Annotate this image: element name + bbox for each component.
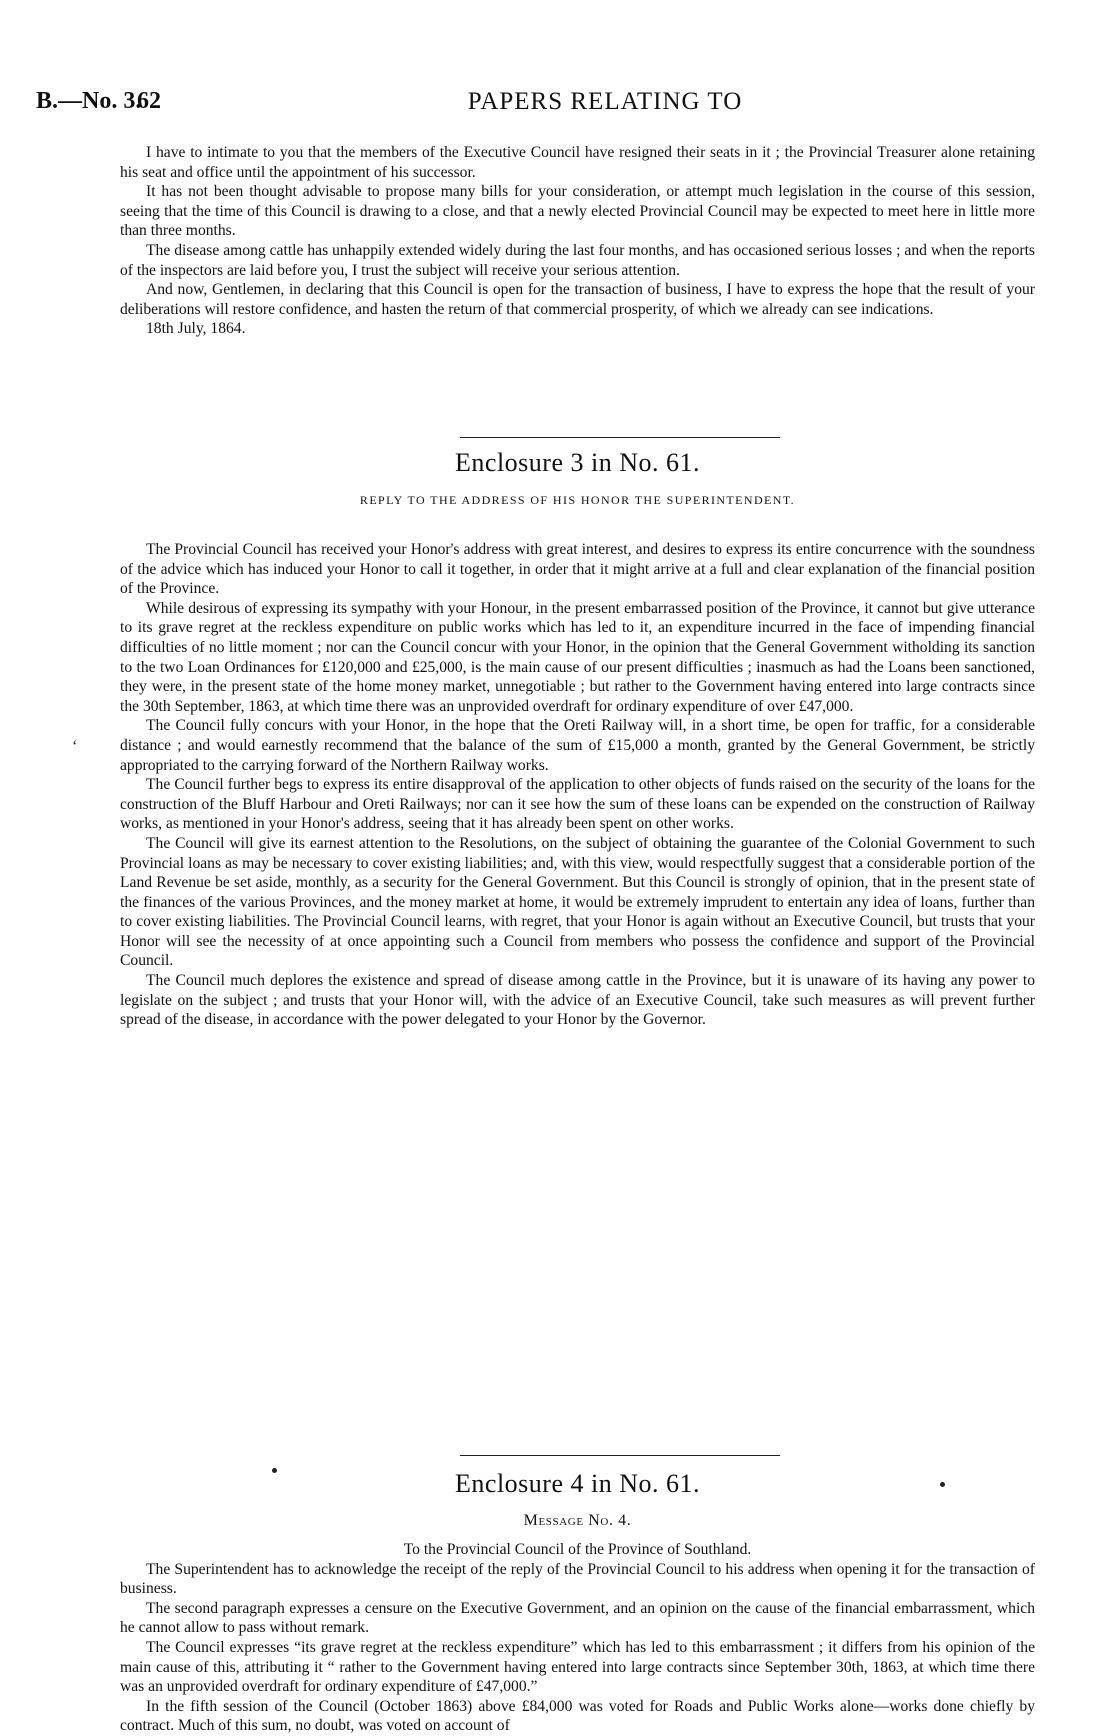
enclosure-4-heading: Enclosure 4 in No. 61. bbox=[455, 1469, 700, 1498]
opening-section bbox=[120, 143, 1035, 339]
enclosure-3-subheading: REPLY TO THE ADDRESS OF HIS HONOR THE SUPERINTENDENT. bbox=[359, 493, 796, 507]
paragraph: The Council fully concurs with your Honor, in the hope that the Oreti Railway will, in a short time, be open for traffic, for a considerable distance ; and would earnestly recommend that the balance of the sum of £15,000 a month, granted by the General Government, be strictly appropriated to the carrying forward of the Northern Railway works. bbox=[120, 717, 1035, 774]
section-divider bbox=[460, 437, 780, 438]
paragraph: And now, Gentlemen, in declaring that this Council is open for the transaction of business, I have to express the hope that the result of your deliberations will restore confidence, and hasten the return of that commercial prosperity, of which we already can see indications. bbox=[120, 281, 1035, 318]
margin-mark: ‘ bbox=[72, 738, 78, 755]
paragraph: It has not been thought advisable to propose many bills for your consideration, or attempt much legislation in the course of this session, seeing that the time of this Council is drawing to a close, and that a newly elected Provincial Council may be expected to meet here in little more than three months. bbox=[120, 183, 1035, 240]
paragraph: The second paragraph expresses a censure on the Executive Government, and an opinion on the cause of the financial embarrassment, which he cannot allow to pass without remark. bbox=[120, 1599, 1035, 1637]
paragraph: The disease among cattle has unhappily extended widely during the last four months, and has occasioned serious losses ; and when the reports of the inspectors are laid before you, I trust the subject will receive your serious attention. bbox=[120, 241, 1035, 279]
addressee-line: To the Provincial Council of the Province of Southland. bbox=[403, 1541, 752, 1558]
paragraph: The Council much deplores the existence and spread of disease among cattle in the Province, but it is unaware of its having any power to legislate on the subject ; and trusts that your Honor will, with the advice of an Executive Council, take such measures as will prevent further spread of the disease, in accordance with the power delegated to your Honor by the Governor. bbox=[120, 972, 1035, 1029]
paragraph: The Superintendent has to acknowledge the receipt of the reply of the Provincial Council to his address when opening it for the transaction of business. bbox=[120, 1560, 1035, 1598]
date-line: 18th July, 1864. bbox=[146, 320, 246, 338]
paragraph: The Council expresses “its grave regret at the reckless expenditure” which has led to this embarrassment ; it differs from his opinion of the main cause of this, attributing it “ rather to the Government having entered into large contracts since September 30th, 1863, at which time there was an unprovided overdraft for ordinary expenditure of £47,000.” bbox=[120, 1638, 1035, 1696]
enclosure-3-heading: Enclosure 3 in No. 61. bbox=[455, 448, 700, 477]
paragraph: The Council further begs to express its entire disapproval of the application to other objects of funds raised on the security of the loans for the construction of the Bluff Harbour and Oreti Railways; nor can it see how the sum of these loans can be expended on the construction of Railway works, as mentioned in your Honor's address, seeing that it has already been spent on other works. bbox=[120, 776, 1035, 833]
document-reference: B.—No. 3. bbox=[36, 88, 142, 114]
page-number: 62 bbox=[137, 88, 161, 114]
paragraph: The Provincial Council has received your Honor's address with great interest, and desires to express its entire concurrence with the soundness of the advice which has induced your Honor to call it together, in order that it might arrive at a full and clear explanation of the financial position of the Province. bbox=[120, 541, 1035, 598]
paragraph: In the fifth session of the Council (October 1863) above £84,000 was voted for Roads and Public Works alone—works done chiefly by contract. Much of this sum, no doubt, was voted on account of bbox=[120, 1697, 1035, 1735]
section-divider bbox=[460, 1455, 780, 1456]
running-title: PAPERS RELATING TO bbox=[467, 88, 743, 115]
paragraph: The Council will give its earnest attention to the Resolutions, on the subject of obtaining the guarantee of the Colonial Government to such Provincial loans as may be necessary to cover existing liabilities; and, with this view, would respectfully suggest that a considerable portion of the Land Revenue be set aside, monthly, as a security for the General Government. But this Council is strongly of opinion, that in the present state of the finances of the various Provinces, and the money market at home, it would be extremely imprudent to entertain any idea of loans, further than to cover existing liabilities. The Provincial Council learns, with regret, that your Honor is again without an Executive Council, but trusts that your Honor will see the necessity of at once appointing such a Council from members who possess the confidence and support of the Provincial Council. bbox=[120, 834, 1035, 970]
enclosure-4-subheading: Message No. 4. bbox=[523, 1512, 632, 1529]
enclosure-4-body bbox=[120, 1540, 1035, 1736]
paragraph: I have to intimate to you that the members of the Executive Council have resigned their seats in it ; the Provincial Treasurer alone retaining his seat and office until the appointment of his successor. bbox=[120, 144, 1035, 181]
enclosure-3-body bbox=[120, 540, 1035, 1030]
page-header bbox=[36, 88, 1054, 128]
paragraph: While desirous of expressing its sympathy with your Honour, in the present embarrassed position of the Province, it cannot but give utterance to its grave regret at the reckless expenditure on public works which has led to it, an expenditure incurred in the face of impending financial difficulties of no little moment ; nor can the Council concur with your Honor, in the opinion that the General Government witholding its sanction to the two Loan Ordinances for £120,000 and £25,000, is the main cause of our present difficulties ; inasmuch as had the Loans been sanctioned, they were, in the present state of the home money market, unnegotiable ; but rather to the Government having entered into large contracts since the 30th September, 1863, at which time there was an unprovided overdraft for ordinary expenditure of over £47,000. bbox=[120, 599, 1035, 715]
